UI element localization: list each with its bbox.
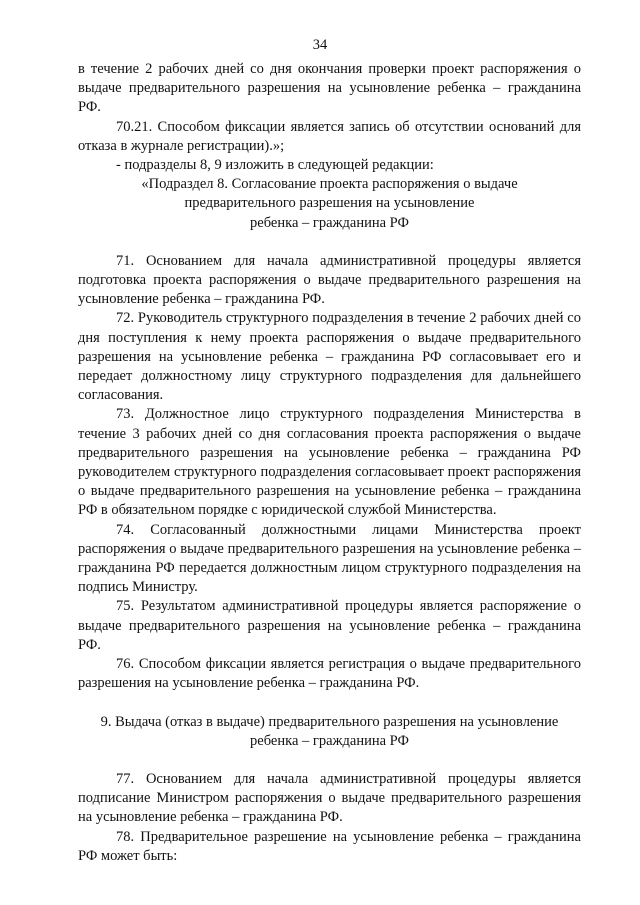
subsection-8-heading-line: ребенка – гражданина РФ xyxy=(250,214,409,231)
subsection-8-heading xyxy=(78,175,581,233)
subsection-8-heading-line: предварительного разрешения на усыновление xyxy=(184,195,475,212)
page-number: 34 xyxy=(312,37,328,53)
section-9-heading xyxy=(78,713,581,751)
paragraph-70-21: 70.21. Способом фиксации является запись об отсутствии оснований для отказа в журнале регистрации).»; xyxy=(78,118,581,154)
paragraph-75: 75. Результатом административной процедуры является распоряжение о выдаче предварительного разрешения на усыновление ребенка – гражданина РФ. xyxy=(78,598,581,653)
page-body xyxy=(78,60,581,866)
subsection-8-heading-line: «Подраздел 8. Согласование проекта распоряжения о выдаче xyxy=(141,176,518,193)
paragraph-76: 76. Способом фиксации является регистрация о выдаче предварительного разрешения на усыновление ребенка – гражданина РФ. xyxy=(78,656,581,692)
paragraph-71: 71. Основанием для начала административной процедуры является подготовка проекта распоряжения о выдаче предварительного разрешения на усыновление ребенка – гражданина РФ. xyxy=(78,252,581,308)
section-9-heading-line: ребенка – гражданина РФ xyxy=(250,732,409,749)
paragraph-intro: в течение 2 рабочих дней со дня окончания проверки проект распоряжения о выдаче предварительного разрешения на усыновление ребенка – гражданина РФ. xyxy=(78,61,581,116)
paragraph-78: 78. Предварительное разрешение на усыновление ребенка – гражданина РФ может быть: xyxy=(78,828,581,864)
paragraph-77: 77. Основанием для начала административной процедуры является подписание Министром распоряжения о выдаче предварительного разрешения на усыновление ребенка – гражданина РФ. xyxy=(78,770,581,826)
section-9-heading-line: 9. Выдача (отказ в выдаче) предварительного разрешения на усыновление xyxy=(100,713,559,730)
paragraph-edit-note: - подразделы 8, 9 изложить в следующей редакции: xyxy=(116,157,434,174)
paragraph-72: 72. Руководитель структурного подразделения в течение 2 рабочих дней со дня поступления к нему проекта распоряжения о выдаче предварительного разрешения на усыновление ребенка – гражданина РФ согласовывает его и передает должностному лицу структурного подразделения для дальнейшего согласования. xyxy=(78,310,581,404)
paragraph-74: 74. Согласованный должностными лицами Министерства проект распоряжения о выдаче предварительного разрешения на усыновление ребенка – гражданина РФ передается должностным лицом структурного подразделения на подпись Министру. xyxy=(78,521,581,596)
paragraph-73: 73. Должностное лицо структурного подразделения Министерства в течение 3 рабочих дней со дня согласования проекта распоряжения о выдаче предварительного разрешения на усыновление ребенка – гражданина РФ руководителем структурного подразделения согласовывает проект распоряжения о выдаче предварительного разрешения на усыновление ребенка – гражданина РФ в обязательном порядке с юридической службой Министерства. xyxy=(78,406,581,519)
